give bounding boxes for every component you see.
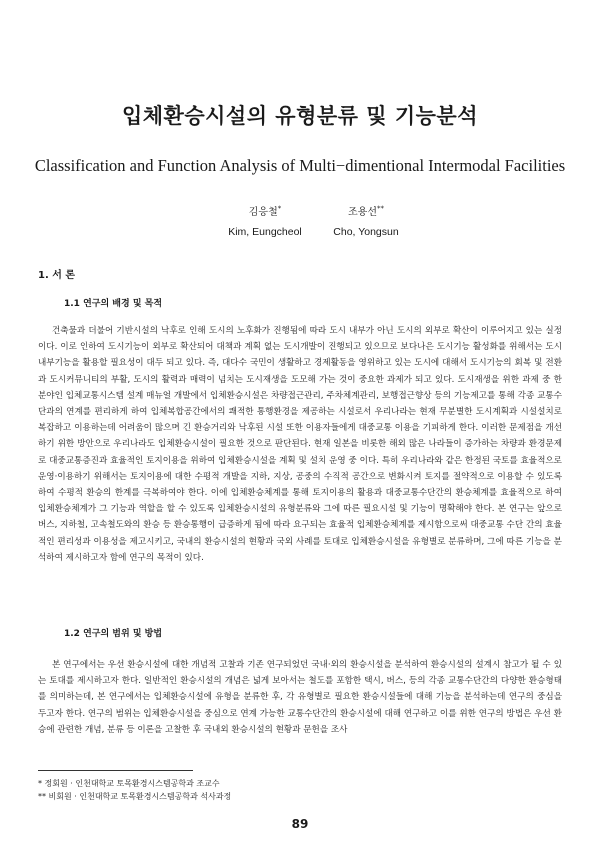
- author-1-name-english: Kim, Eungcheol: [228, 226, 302, 238]
- paragraph-background: 건축물과 더불어 기반시설의 낙후로 인해 도시의 노후화가 진행됨에 따라 도시 내부가 아닌 도시의 외부로 확산이 이루어지고 있는 실정이다. 이로 인하여 도시기능이 외부로 확산되어 대책과 계획 없는 도시개발이 진행되고 있으므로 보다나은 도시기능 활성화를 위해서는 도시내부기능을 활용할 필요성이 대두 되고 있다. 즉, 대다수 국민이 생활하고 경제활동을 영위하고 있는 도시에 대해서 도시기능의 회복 및 전환과 도시커뮤니티의 부활, 도시의 활력과 매력이 넘치는 도시재생을 도모해 가는 것이 중요한 과제가 되고 있다. 도시재생을 위한 과제 중 한 분야인 입체교통시스템 설계 매뉴얼 개발에서 입체환승시설은 차량접근관리, 주차체계관리, 보행접근향상 등의 기능제고를 통해 각종 교통수단과의 연계를 편리하게 하여 입체복합공간에서의 쾌적한 통행환경을 제공하는 시설로서 우리나라는 현재 무분별한 도시계획과 시설설치로 복잡하고 이용하는데 어려움이 많으며 긴 환승거리와 낙후된 시설 또한 이용자들에게 대중교통 이용을 기피하게 한다. 이러한 문제점을 개선하기 위한 방안으로 우리나라도 입체환승시설이 필요한 것으로 판단된다. 현재 일본을 비롯한 해외 많은 나라들이 증가하는 차량과 환경문제로 대중교통증진과 효율적인 토지이용을 위하여 입체환승시설을 계획 및 설치 운영 중 이다. 특히 우리나라와 같은 한정된 국토를 효율적으로 운영·이용하기 위해서는 토지이용에 대한 수평적 개발을 지하, 지상, 공중의 수직적 공간으로 변화시켜 토지를 절약적으로 이용할 수 있도록 하여 수평적 환승의 한계를 극복하여야 한다. 이에 입체환승체계를 통해 토지이용의 활용과 대중교통수단간의 환승체계를 효율적으로 하여 입체환승체계가 그 기능과 역할을 할 수 있도록 입체환승시설의 유형분류와 그에 따른 필요시설 및 기능이 명확해야 한다. 본 연구는 앞으로 버스, 지하철, 고속철도와의 환승 등 환승통행이 급증하게 됨에 따라 요구되는 효율적 입체환승체계를 제시함으로써 대중교통 수단 간의 효율적인 편리성과 이용성을 제고시키고, 국내의 환승시설의 현황과 국외 사례를 토대로 입체환승시설을 유형별로 분류하며, 그에 따른 기능을 분석하여 제시하고자 함에 연구의 목적이 있다.: [38, 326, 562, 563]
- author-2: [306, 203, 426, 238]
- footnote-2: [38, 790, 562, 803]
- author-2-name-korean: 조용선: [348, 207, 377, 218]
- footnote-1-mark: *: [38, 779, 42, 788]
- author-2-footnote-mark: **: [376, 204, 384, 213]
- footnote-2-mark: **: [38, 792, 46, 801]
- author-1-name-korean: 김응철: [248, 207, 278, 218]
- paper-title-english: Classification and Function Analysis of Multi−dimentional Intermodal Facilities: [34, 156, 566, 175]
- paragraph-scope: 본 연구에서는 우선 환승시설에 대한 개념적 고찰과 기존 연구되었던 국내·외의 환승시설을 분석하여 환승시설의 설계시 참고가 될 수 있는 토대를 제시하고자 한다. 일반적인 환승시설의 개념은 넓게 보아서는 철도를 포함한 택시, 버스, 등의 각종 교통수단간의 다양한 환승형태를 의미하는데, 본 연구에서는 입체환승시설에 유형을 분류한 후, 각 유형별로 필요한 환승시설들에 대해 기능을 분석하는데 연구의 중심을 두고자 한다. 연구의 범위는 입체환승시설을 중심으로 연계 가능한 교통수단간의 환승시설에 대해 연구하고 이를 위한 연구의 방법은 우선 환승에 관련한 개념, 분류 등 이론을 고찰한 후 국내외 환승시설의 현황과 문헌을 조사: [38, 660, 562, 735]
- footnote-divider: [38, 770, 193, 771]
- subsection-heading-scope: 1.2 연구의 범위 및 방법: [64, 629, 163, 639]
- author-block: [0, 203, 600, 243]
- subsection-heading-background: 1.1 연구의 배경 및 목적: [64, 299, 163, 309]
- author-1-footnote-mark: *: [277, 204, 282, 213]
- footnote-1-text: 정회원 · 인천대학교 토목환경시스템공학과 조교수: [44, 779, 220, 788]
- footnote-1: [38, 777, 562, 790]
- page-number: 89: [291, 817, 309, 831]
- footnotes: [38, 770, 562, 803]
- footnote-2-text: 비회원 · 인천대학교 토목환경시스템공학과 석사과정: [48, 792, 232, 801]
- paper-title-korean: 입체환승시설의 유형분류 및 기능분석: [121, 104, 478, 128]
- author-2-name-english: Cho, Yongsun: [333, 226, 399, 238]
- section-heading-introduction: 1. 서 론: [38, 270, 76, 281]
